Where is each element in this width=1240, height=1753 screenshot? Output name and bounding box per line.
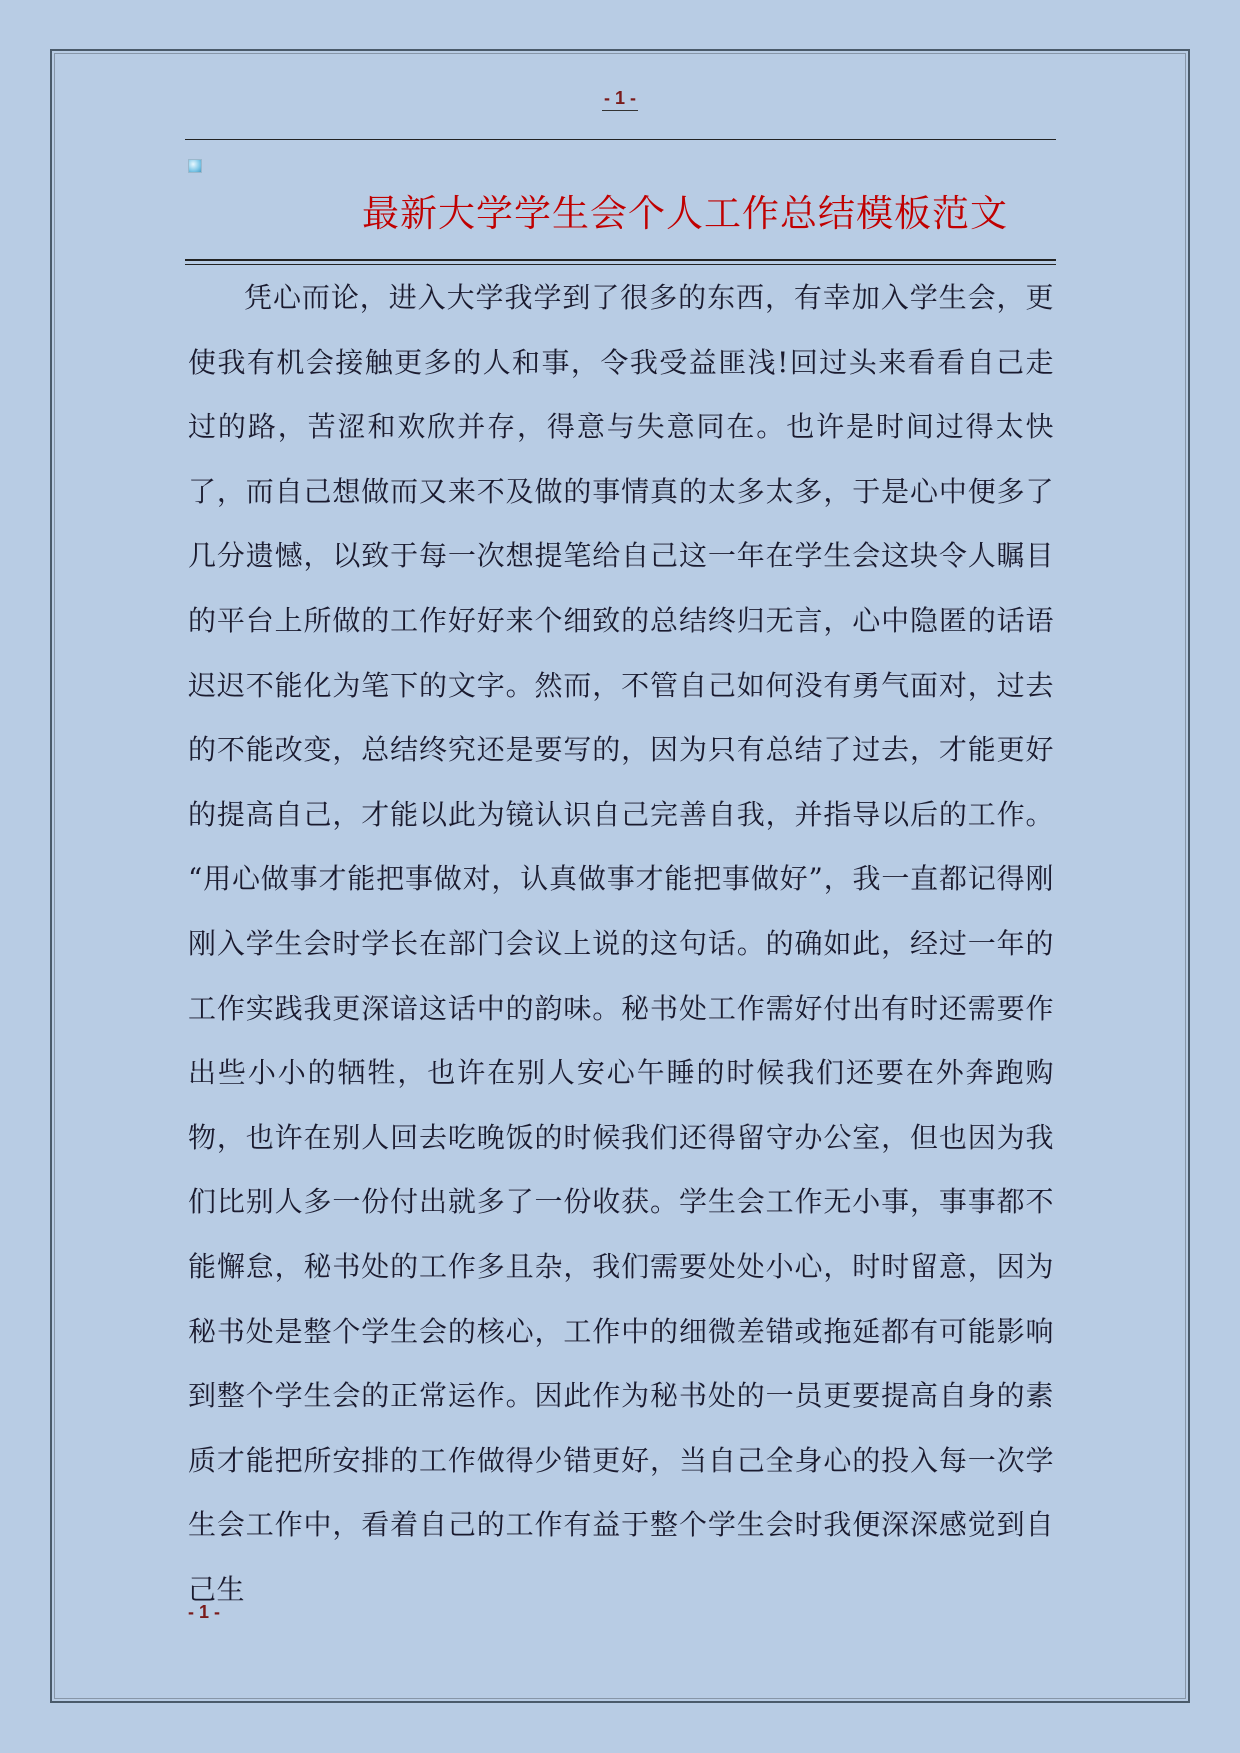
footer-page-number: - 1 - [188, 1602, 221, 1622]
header-divider [185, 139, 1056, 140]
header-page-number [560, 88, 680, 109]
body-paragraph: 凭心而论，进入大学我学到了很多的东西，有幸加入学生会，更使我有机会接触更多的人和事，令我受益匪浅!回过头来看看自己走过的路，苦涩和欢欣并存，得意与失意同在。也许是时间过得太快了，而自己想做而又来不及做的事情真的太多太多，于是心中便多了几分遗憾，以致于每一次想提笔给自己这一年在学生会这块令人瞩目的平台上所做的工作好好来个细致的总结终归无言，心中隐匿的话语迟迟不能化为笔下的文字。然而，不管自己如何没有勇气面对，过去的不能改变，总结终究还是要写的，因为只有总结了过去，才能更好的提高自己，才能以此为镜认识自己完善自我，并指导以后的工作。 “用心做事才能把事做对，认真做事才能把事做好”，我一直都记得刚刚入学生会时学长在部门会议上说的这句话。的确如此，经过一年的工作实践我更深谙这话中的韵味。秘书处工作需好付出有时还需要作出些小小的牺牲，也许在别人安心午睡的时候我们还要在外奔跑购物，也许在别人回去吃晚饭的时候我们还得留守办公室，但也因为我们比别人多一份付出就多了一份收获。学生会工作无小事，事事都不能懈怠，秘书处的工作多且杂，我们需要处处小心，时时留意，因为秘书处是整个学生会的核心，工作中的细微差错或拖延都有可能影响到整个学生会的正常运作。因此作为秘书处的一员更要提高自身的素质才能把所安排的工作做得少错更好，当自己全身心的投入每一次学生会工作中，看着自己的工作有益于整个学生会时我便深深感觉到自己生 [188, 281, 1054, 1606]
document-title: 最新大学学生会个人工作总结模板范文 [362, 192, 1008, 235]
decorative-square-icon [188, 159, 202, 173]
header-page-number-text: - 1 - [602, 88, 638, 111]
title-divider [185, 259, 1056, 265]
